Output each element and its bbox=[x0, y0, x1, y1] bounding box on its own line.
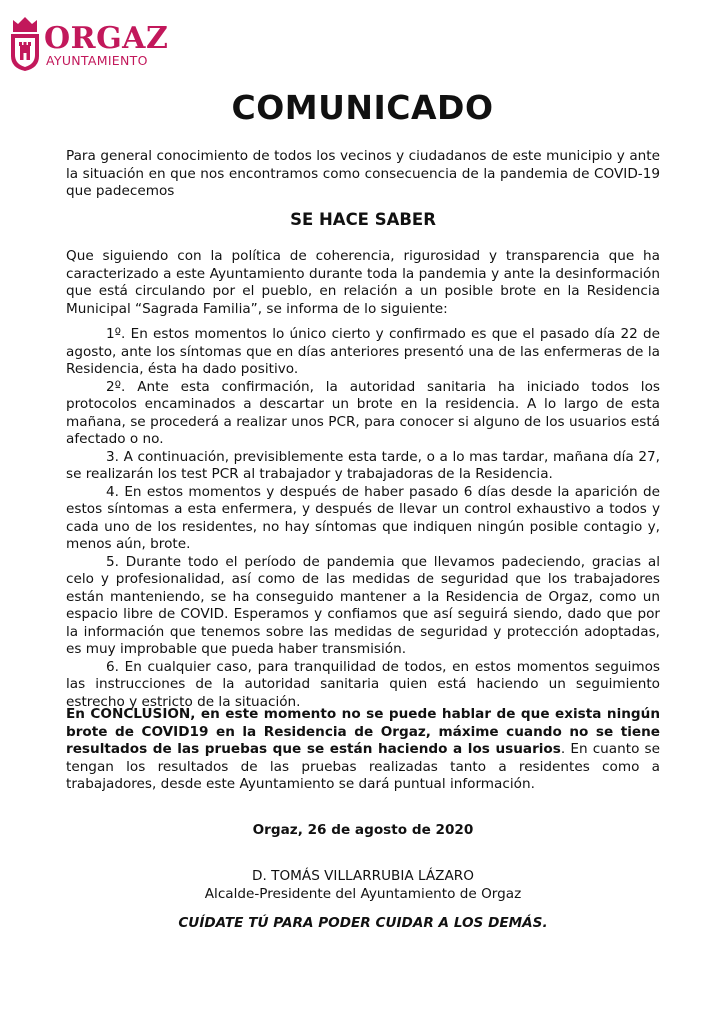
document-title: COMUNICADO bbox=[231, 88, 494, 127]
list-item-1: 1º. En estos momentos lo único cierto y confirmado es que el pasado día 22 de agosto, ante los síntomas que en días anteriores presentó una de las enfermeras de la Residencia, ésta ha dado positivo. bbox=[66, 326, 660, 377]
list-item-6: 6. En cualquier caso, para tranquilidad de todos, en estos momentos seguimos las instrucciones de la autoridad sanitaria quien está haciendo un seguimiento estrecho y estricto de la situación. bbox=[66, 658, 660, 710]
list-item-4: 4. En estos momentos y después de haber pasado 6 días desde la aparición de estos síntomas a esta enfermera, y después de llevar un control exhaustivo a todos y cada uno de los residentes, no hay síntomas que indiquen ningún posible contagio y, menos aún, brote. bbox=[66, 483, 660, 552]
date-line: Orgaz, 26 de agosto de 2020 bbox=[252, 822, 474, 838]
intro-paragraph: Para general conocimiento de todos los vecinos y ciudadanos de este municipio y ante la situación en que nos encontramos como consecuencia de la pandemia de COVID-19 que padecemos bbox=[66, 148, 660, 199]
closing-slogan: CUÍDATE TÚ PARA PODER CUIDAR A LOS DEMÁS. bbox=[178, 915, 548, 931]
conclusion-rest-text: . En cuanto se tengan los resultados de las pruebas realizadas tanto a residentes como a trabajadores, desde este Ayuntamiento se dará puntual información. bbox=[66, 741, 660, 792]
letterhead bbox=[8, 14, 168, 72]
list-item-3: 3. A continuación, previsiblemente esta tarde, o a lo mas tardar, mañana día 27, se realizarán los test PCR al trabajador y trabajadoras de la Residencia. bbox=[66, 448, 660, 482]
conclusion-paragraph bbox=[66, 706, 660, 794]
signer-name: D. TOMÁS VILLARRUBIA LÁZARO bbox=[252, 868, 474, 884]
logo-name: ORGAZ bbox=[44, 21, 169, 56]
logo-subtitle: AYUNTAMIENTO bbox=[46, 53, 148, 68]
lead-paragraph: Que siguiendo con la política de coherencia, rigurosidad y transparencia que ha caracterizado a este Ayuntamiento durante toda la pandemia y ante la desinformación que está circulando por el pueblo, en relación a un posible brote en la Residencia Municipal “Sagrada Familia”, se informa de lo siguiente: bbox=[66, 248, 660, 317]
coat-of-arms-icon bbox=[8, 14, 42, 72]
signer-title: Alcalde-Presidente del Ayuntamiento de Orgaz bbox=[204, 885, 522, 902]
list-item-2: 2º. Ante esta confirmación, la autoridad sanitaria ha iniciado todos los protocolos encaminados a descartar un brote en la residencia. A lo largo de esta mañana, se procederá a realizar unos PCR, para conocer si alguno de los usuarios está afectado o no. bbox=[66, 378, 660, 447]
list-item-5: 5. Durante todo el período de pandemia que llevamos padeciendo, gracias al celo y profesionalidad, así como de las medidas de seguridad que los trabajadores están manteniendo, se ha conseguido mantener a la Residencia de Orgaz, como un espacio libre de COVID. Esperamos y confiamos que así seguirá siendo, dado que por la información que tenemos sobre las medidas de seguridad y protección adoptadas, es muy improbable que pueda haber transmisión. bbox=[66, 553, 660, 657]
section-heading: SE HACE SABER bbox=[290, 210, 436, 229]
conclusion-bold-text: En CONCLUSION, en este momento no se puede hablar de que exista ningún brote de COVID19 en la Residencia de Orgaz, máxime cuando no se tiene resultados de las pruebas que se están haciendo a los usuarios bbox=[66, 706, 660, 757]
